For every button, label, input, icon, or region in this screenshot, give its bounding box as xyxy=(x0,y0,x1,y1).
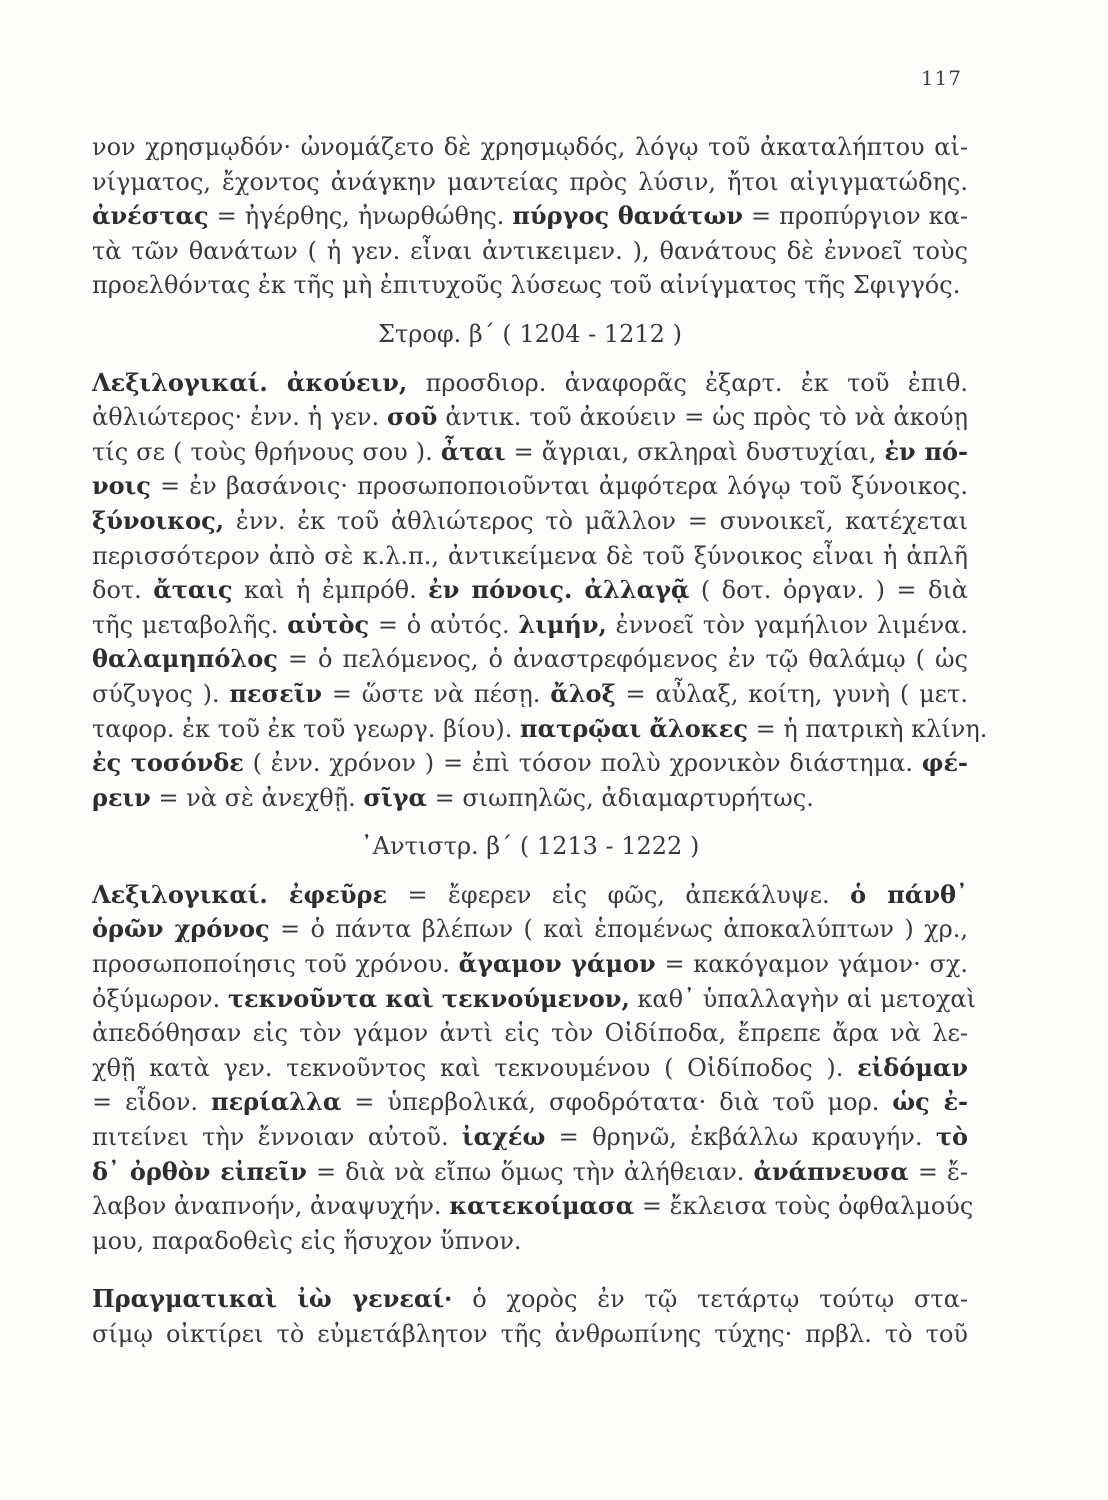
text-line: χθῇ κατὰ γεν. τεκνοῦντος καὶ τεκνουμένου ( Οἰδίποδος ). εἰδόμαν xyxy=(92,1052,968,1082)
lemma: πύργος θανάτων xyxy=(512,201,744,231)
text-line: Λεξιλογικαί. ἀκούειν, προσδιορ. ἀναφορᾶς ἐξαρτ. ἐκ τοῦ ἐπιθ. xyxy=(92,367,968,397)
text-line: ξύνοικος, ἐνν. ἐκ τοῦ ἀθλιώτερος τὸ μᾶλλον = συνοικεῖ, κατέχεται xyxy=(92,505,968,535)
lemma: ἄλοξ xyxy=(550,678,616,708)
lemma: λιμήν, xyxy=(518,609,607,639)
text-line: τῆς μεταβολῆς. αὑτὸς = ὁ αὐτός. λιμήν, ἐννοεῖ τὸν γαμήλιον λιμένα. xyxy=(92,609,969,639)
lemma: ἐς τοσόνδε xyxy=(92,748,244,778)
section-heading-strophe: Στροφ. β΄ ( 1204 - 1212 ) xyxy=(378,319,682,348)
lemma: τεκνοῦντα καὶ τεκνούμενον, xyxy=(227,983,630,1013)
lemma: ὡς ἐ- xyxy=(892,1087,969,1117)
lemma: περίαλλα xyxy=(211,1087,342,1117)
text-line: πιτείνει τὴν ἔννοιαν αὐτοῦ. ἰαχέω = θρηνῶ, ἐκβάλλω κραυγήν. τὸ xyxy=(92,1122,969,1152)
lemma: πεσεῖν xyxy=(229,678,323,708)
text-line: ἀθλιώτερος· ἐνν. ἡ γεν. σοῦ ἀντικ. τοῦ ἀκούειν = ὡς πρὸς τὸ νὰ ἀκούῃ xyxy=(92,402,968,432)
text-line: τίς σε ( τοὺς θρήνους σου ). ἆται = ἄγριαι, σκληραὶ δυστυχίαι, ἐν πό- xyxy=(92,436,968,466)
lemma: πατρῷαι ἄλοκες xyxy=(520,713,748,743)
lemma: Λεξιλογικαί. ἀκούειν, xyxy=(92,367,408,397)
lemma: θαλαμηπόλος xyxy=(92,644,278,674)
lemma: Πραγματικαὶ ἰὼ γενεαί· xyxy=(92,1284,453,1314)
lemma: σῖγα xyxy=(363,782,427,812)
text-line: νίγματος, ἔχοντος ἀνάγκην μαντείας πρὸς λύσιν, ἤτοι αἰγιγματώδης. xyxy=(92,167,968,196)
text-line: ρειν = νὰ σὲ ἀνεχθῇ. σῖγα = σιωπηλῶς, ἀδιαμαρτυρήτως. xyxy=(92,782,814,812)
text-line: περισσότερον ἀπὸ σὲ κ.λ.π., ἀντικείμενα δὲ τοῦ ξύνοικος εἶναι ἡ ἁπλῆ xyxy=(92,541,968,570)
text-line: λαβον ἀναπνοήν, ἀναψυχήν. κατεκοίμασα = ἔκλεισα τοὺς ὀφθαλμούς xyxy=(92,1191,974,1221)
lemma: ξύνοικος, xyxy=(92,505,225,535)
lemma: νοις xyxy=(92,471,151,501)
text-line: θαλαμηπόλος = ὁ πελόμενος, ὁ ἀναστρεφόμενος ἐν τῷ θαλάμῳ ( ὡς xyxy=(92,644,968,674)
text-line: τὰ τῶν θανάτων ( ἡ γεν. εἶναι ἀντικειμεν. ), θανάτους δὲ ἐννοεῖ τοὺς xyxy=(92,236,968,265)
lemma: ἀνάπνευσα xyxy=(753,1156,909,1186)
text-line: μου, παραδοθεὶς εἰς ἥσυχον ὕπνον. xyxy=(92,1226,522,1255)
lemma: ἄγαμον γάμον xyxy=(458,949,656,979)
lemma: κατεκοίμασα xyxy=(449,1191,635,1221)
section-heading-antistrophe: ᾿Αντιστρ. β΄ ( 1213 - 1222 ) xyxy=(360,832,700,861)
text-line: Πραγματικαὶ ἰὼ γενεαί· ὁ χορὸς ἐν τῷ τετάρτῳ τούτῳ στα- xyxy=(92,1284,969,1314)
text-line: ὁρῶν χρόνος = ὁ πάντα βλέπων ( καὶ ἑπομένως ἀποκαλύπτων ) χρ., xyxy=(92,914,969,944)
page-number: 117 xyxy=(920,66,962,90)
lemma: ἀνέστας xyxy=(92,201,209,231)
lemma: ρειν xyxy=(92,782,151,812)
lemma: ἐν πό- xyxy=(884,436,968,466)
lemma: ἆται xyxy=(440,436,506,466)
lemma: ἐν πόνοις. ἀλλαγᾷ xyxy=(428,575,690,605)
text-line: προσωποποίησις τοῦ χρόνου. ἄγαμον γάμον = κακόγαμον γάμον· σχ. xyxy=(92,949,969,979)
lemma: ἄταις xyxy=(153,575,233,605)
lemma: αὑτὸς xyxy=(287,609,370,639)
text-line: = εἶδον. περίαλλα = ὑπερβολικά, σφοδρότατα· διὰ τοῦ μορ. ὡς ἐ- xyxy=(92,1087,969,1117)
body-text xyxy=(92,130,988,1352)
text-line: δοτ. ἄταις καὶ ἡ ἐμπρόθ. ἐν πόνοις. ἀλλαγᾷ ( δοτ. ὀργαν. ) = διὰ xyxy=(92,575,969,605)
text-line: Λεξιλογικαί. ἐφεῦρε = ἔφερεν εἰς φῶς, ἀπεκάλυψε. ὁ πάνθ᾿ xyxy=(92,879,968,909)
text-line: ἐς τοσόνδε ( ἐνν. χρόνον ) = ἐπὶ τόσον πολὺ χρονικὸν διάστημα. φέ- xyxy=(92,748,968,778)
lemma: εἰδόμαν xyxy=(857,1052,968,1082)
lemma: φέ- xyxy=(921,748,968,778)
text-line: νοις = ἐν βασάνοις· προσωποποιοῦνται ἀμφότερα λόγῳ τοῦ ξύνοικος. xyxy=(92,471,968,501)
text-line: νον χρησμῳδόν· ὠνομάζετο δὲ χρησμῳδός, λόγῳ τοῦ ἀκαταλήπτου αἰ- xyxy=(92,133,968,161)
lemma: τὸ xyxy=(935,1122,969,1152)
lemma: ἰαχέω xyxy=(461,1122,546,1152)
text-line: σίμῳ οἰκτίρει τὸ εὐμετάβλητον τῆς ἀνθρωπίνης τύχης· πρβλ. τὸ τοῦ xyxy=(92,1320,968,1348)
lemma: δ᾿ ὀρθὸν εἰπεῖν xyxy=(92,1156,307,1186)
text-line: σύζυγος ). πεσεῖν = ὥστε νὰ πέσῃ. ἄλοξ = αὖλαξ, κοίτη, γυνὴ ( μετ. xyxy=(92,678,969,708)
text-line: ὀξύμωρον. τεκνοῦντα καὶ τεκνούμενον, καθ᾿ ὑπαλλαγὴν αἱ μετοχαὶ xyxy=(92,983,977,1013)
lemma: σοῦ xyxy=(387,402,438,432)
text-line: ἀνέστας = ἠγέρθης, ἠνωρθώθης. πύργος θανάτων = προπύργιον κα- xyxy=(92,201,969,231)
lemma: ὁ πάνθ᾿ xyxy=(850,879,968,909)
text-line: δ᾿ ὀρθὸν εἰπεῖν = διὰ νὰ εἴπω ὅμως τὴν ἀλήθειαν. ἀνάπνευσα = ἔ- xyxy=(92,1156,969,1186)
text-line: ἀπεδόθησαν εἰς τὸν γάμον ἀντὶ εἰς τὸν Οἰδίποδα, ἔπρεπε ἄρα νὰ λε- xyxy=(92,1019,968,1048)
lemma: Λεξιλογικαί. ἐφεῦρε xyxy=(92,879,388,909)
text-line: ταφορ. ἐκ τοῦ ἐκ τοῦ γεωργ. βίου). πατρῷαι ἄλοκες = ἡ πατρικὴ κλίνη. xyxy=(92,713,988,743)
text-line: προελθόντας ἐκ τῆς μὴ ἐπιτυχοῦς λύσεως τοῦ αἰνίγματος τῆς Σφιγγός. xyxy=(92,271,961,300)
lemma: ὁρῶν χρόνος xyxy=(92,914,270,944)
